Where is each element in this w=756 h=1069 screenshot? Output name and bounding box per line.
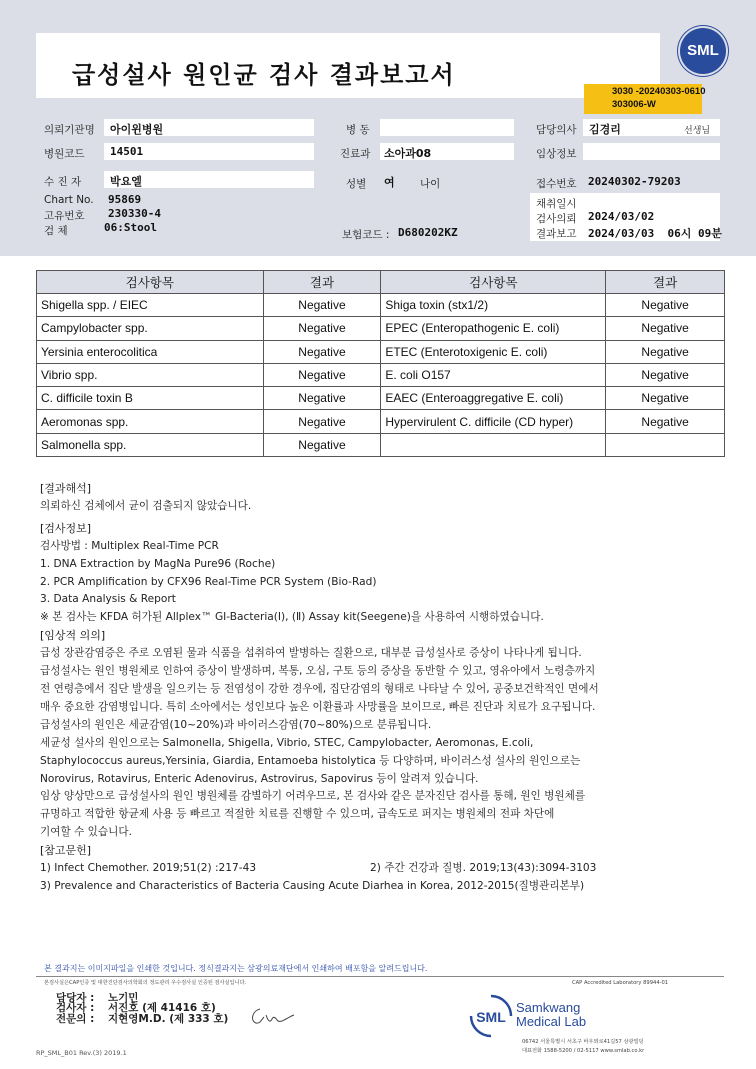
doctor-suffix: 선생님 [684,126,711,136]
form-code: RP_SML_B01 Rev.(3) 2019.1 [36,1049,127,1057]
samkwang-wordmark [516,1001,586,1029]
test-info-title: [검사정보] [40,521,92,535]
test-item: Aeromonas spp. [37,410,264,433]
test-item: Salmonella spp. [37,433,264,456]
interpretation-title: [결과해석] [40,482,92,495]
header-test-item: 검사항목 [37,271,264,294]
references-row [40,860,720,878]
report-date: 2024/03/03 06시 09분 [588,227,722,240]
insurance-label: 보험코드 : [342,229,390,241]
report-body [40,480,720,896]
manager-value: 노기민 [108,992,139,1004]
clinical-info-label: 임상정보 [536,148,577,160]
test-item: ETEC (Enterotoxigenic E. coli) [381,340,606,363]
report-code-strip [584,84,706,114]
hospital-code-value: 14501 [110,145,144,158]
test-info-line: 3. Data Analysis & Report [40,593,176,606]
test-result: Negative [606,410,725,433]
test-item: EPEC (Enteropathogenic E. coli) [381,317,606,340]
doctor-label: 담당의사 [536,124,577,136]
certification-note: 본검사실은CAP인증 및 대한진단검사의학회의 정도관리 우수검사실 인증된 검사실입니다. [44,980,247,986]
dept-value: 소아과08 [384,147,432,160]
clinical-line: 매우 중요한 감염병입니다. 특히 소아에서는 성인보다 높은 이환률과 사망률을 보이므로, 빠른 진단과 치료가 요구됩니다. [40,700,596,713]
svg-text:SML: SML [476,1009,506,1025]
test-item: Yersinia enterocolitica [37,340,264,363]
table-row [37,410,725,433]
sml-logo-icon: SML [680,28,726,74]
clinical-line: 급성설사의 원인은 세균감염(10~20%)과 바이러스감염(70~80%)으로 분류됩니다. [40,718,432,731]
clinical-line: 규명하고 적합한 항균제 사용 등 빠르고 적절한 치료를 진행할 수 있으며, 급속도로 퍼지는 병원체의 전파 차단에 [40,808,555,821]
age-label: 나이 [420,178,441,190]
uid-value: 230330-4 [108,207,161,220]
insurance-value: D680202KZ [398,226,458,239]
test-item: E. coli O157 [381,363,606,386]
receipt-value: 20240302-79203 [588,175,681,188]
specialist-value: 지현영M.D. (제 333 호) [108,1013,229,1025]
references-title: [참고문헌] [40,844,92,858]
table-row [37,433,725,456]
test-result: Negative [263,294,381,317]
tester-value: 서진호 (제 41416 호) [108,1002,216,1014]
header-result-2: 결과 [606,271,725,294]
clinical-line: 기여할 수 있습니다. [40,826,132,839]
patient-value: 박요엘 [110,175,142,188]
interpretation-text: 의뢰하신 검체에서 균이 검출되지 않았습니다. [40,499,252,512]
header-result: 결과 [263,271,381,294]
request-label: 검사의뢰 [536,213,577,225]
ward-label: 병 동 [346,124,370,136]
doctor-value: 김경리 [589,123,621,136]
footer-divider [36,976,724,977]
table-row [37,363,725,386]
clinical-title: [임상적 의의] [40,629,106,643]
specialist-label: 전문의 : [56,1013,95,1025]
test-result: Negative [606,340,725,363]
dept-label: 진료과 [340,148,371,160]
patient-label: 수 진 자 [44,176,82,188]
clinical-line: 급성 장관감염증은 주로 오염된 물과 식품을 섭취하여 발병하는 질환으로, 대부분 급성설사로 증상이 나타나게 됩니다. [40,647,582,660]
table-row [37,317,725,340]
sex-value: 여 [384,176,395,189]
wordmark-line2: Medical Lab [516,1014,587,1029]
ward-field [380,119,514,136]
sex-label: 성별 [346,178,367,190]
test-result: Negative [263,410,381,433]
test-result: Negative [606,294,725,317]
test-item: Shiga toxin (stx1/2) [381,294,606,317]
clinical-info-field [583,143,720,160]
report-label: 결과보고 [536,228,577,240]
institution-label: 의뢰기관명 [44,124,95,136]
test-item [381,433,606,456]
test-info-line: ※ 본 검사는 KFDA 허가된 Allplex™ GI-Bacteria(Ⅰ), (Ⅱ) Assay kit(Seegene)을 사용하여 시행하였습니다. [40,611,544,624]
test-result: Negative [606,387,725,410]
results-table [36,270,725,457]
test-result: Negative [263,387,381,410]
clinical-line: Staphylococcus aureus,Yersinia, Giardia, Entamoeba histolytica 등 다양하며, 바이러스성 설사의 원인으로는 [40,754,581,767]
test-result: Negative [606,317,725,340]
test-result [606,433,725,456]
clinical-line: 급성설사는 원인 병원체로 인하여 증상이 발생하며, 복통, 오심, 구토 등의 증상을 동반할 수 있고, 영유아에서 노령층까지 [40,665,596,678]
lab-contact: 대표전화 1588-5200 / 02-5117 www.smlab.co.kr [522,1048,645,1054]
samkwang-logo-icon [468,993,514,1039]
report-code-line2: 303006-W [612,99,656,110]
clinical-line: 임상 양상만으로 급성설사의 원인 병원체를 감별하기 어려우므로, 본 검사와 같은 분자진단 검사를 통해, 원인 병원체를 [40,790,586,803]
test-result: Negative [606,363,725,386]
test-result: Negative [263,340,381,363]
signature-icon [248,1005,296,1027]
chart-no-value: 95869 [108,193,142,206]
clinical-line: Norovirus, Rotavirus, Enteric Adenovirus, Astrovirus, Sapovirus 등이 알려져 있습니다. [40,772,479,785]
cap-accreditation: CAP Accredited Laboratory 89944-01 [572,980,669,986]
request-date: 2024/03/02 [588,210,655,223]
test-item: Hypervirulent C. difficile (CD hyper) [381,410,606,433]
image-print-notice: 본 결과지는 이미지파일을 인쇄한 것입니다. 정식결과지는 삼광의료재단에서 인쇄하여 배포함을 알려드립니다. [44,964,428,973]
header-test-item-2: 검사항목 [381,271,606,294]
table-row [37,340,725,363]
test-info-line: 검사방법 : Multiplex Real-Time PCR [40,539,219,552]
test-item: Shigella spp. / EIEC [37,294,264,317]
wordmark-line1: Samkwang [516,1000,581,1015]
institution-value: 아이윈병원 [110,123,164,136]
table-row [37,294,725,317]
uid-label: 고유번호 [44,210,85,222]
report-title: 급성설사 원인균 검사 결과보고서 [72,61,456,89]
test-result: Negative [263,317,381,340]
test-item: Campylobacter spp. [37,317,264,340]
reference-3: 3) Prevalence and Characteristics of Bacteria Causing Acute Diarhea in Korea, 2012-2015(질병관리본부) [40,879,585,892]
collect-label: 채취일시 [536,198,577,210]
clinical-line: 세균성 설사의 원인으로는 Salmonella, Shigella, Vibrio, STEC, Campylobacter, Aeromonas, E.coli, [40,736,534,749]
specimen-value: 06:Stool [104,221,157,234]
test-item: Vibrio spp. [37,363,264,386]
report-code-line1: 3030 -20240303-0610 [612,86,706,97]
reference-1: 1) Infect Chemother. 2019;51(2) :217-43 [40,862,257,875]
clinical-line: 전 연령층에서 집단 발생을 일으키는 등 전염성이 강한 경우에, 집단감염의 형태로 나타날 수 있어, 공중보건학적인 면에서 [40,682,599,695]
specimen-label: 검 체 [44,225,68,237]
manager-label: 담당자 : [56,992,95,1004]
lab-address: 06742 서울특별시 서초구 바우뫼로41길57 삼광빌딩 [522,1039,644,1045]
reference-2: 2) 주간 건강과 질병. 2019;13(43):3094-3103 [370,862,597,875]
receipt-label: 접수번호 [536,178,577,190]
test-item: C. difficile toxin B [37,387,264,410]
table-header-row [37,271,725,294]
test-result: Negative [263,433,381,456]
test-result: Negative [263,363,381,386]
test-info-line: 2. PCR Amplification by CFX96 Real-Time PCR System (Bio-Rad) [40,575,377,588]
tester-label: 검사자 : [56,1002,95,1014]
hospital-code-label: 병원코드 [44,148,85,160]
test-item: EAEC (Enteroaggregative E. coli) [381,387,606,410]
chart-no-label: Chart No. [44,194,94,206]
test-info-line: 1. DNA Extraction by MagNa Pure96 (Roche) [40,557,276,570]
table-row [37,387,725,410]
